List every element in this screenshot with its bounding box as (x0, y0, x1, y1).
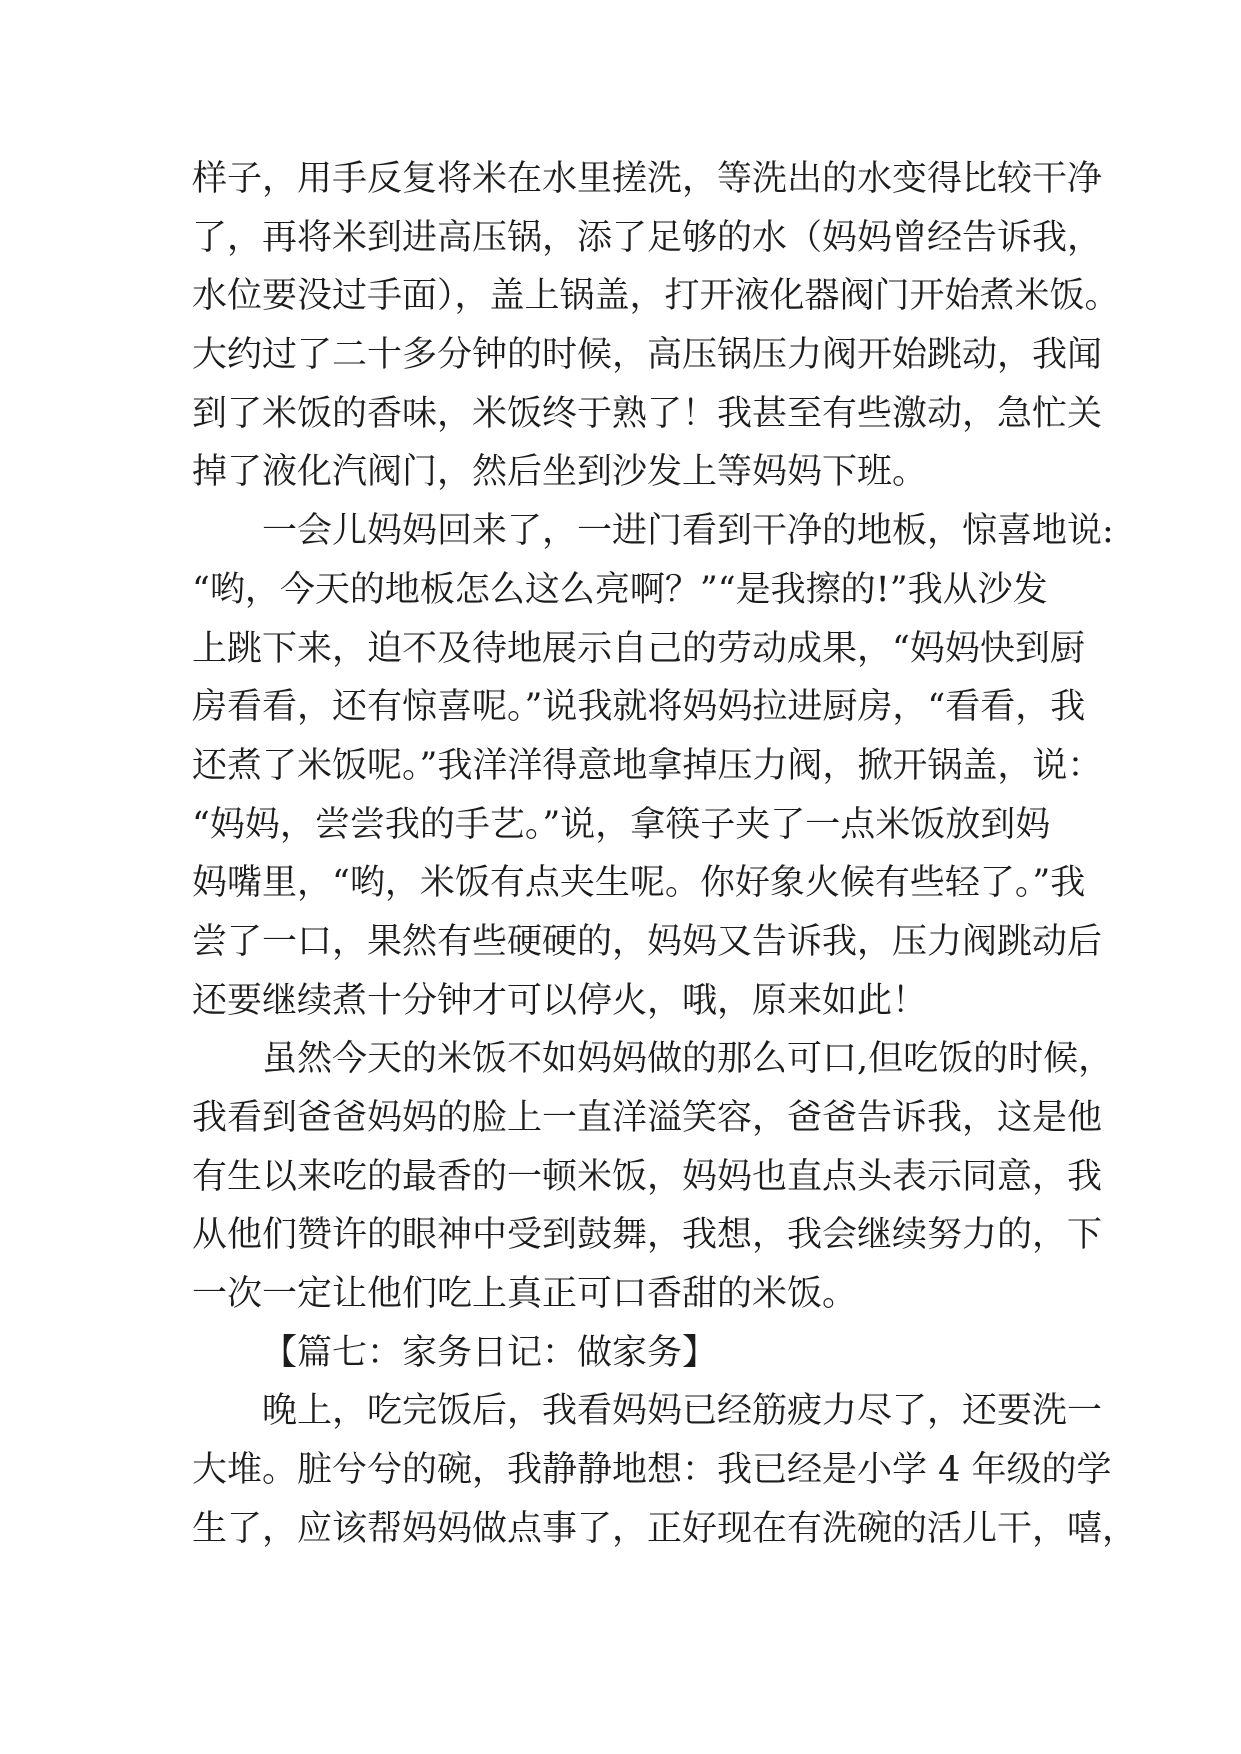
text-line: 尝了一口，果然有些硬硬的，妈妈又告诉我，压力阀跳动后 (192, 921, 1103, 962)
text-line: 了，再将米到进高压锅，添了足够的水（妈妈曾经告诉我， (192, 217, 1103, 258)
paragraph-start-line: 一会儿妈妈回来了，一进门看到干净的地板，惊喜地说: (262, 511, 1114, 552)
text-line: 房看看，还有惊喜呢。”说我就将妈妈拉进厨房，“看看，我 (192, 687, 1086, 728)
text-line: 还煮了米饭呢。”我洋洋得意地拿掉压力阀，掀开锅盖，说： (192, 745, 1103, 786)
text-line: 掉了液化汽阀门，然后坐到沙发上等妈妈下班。 (192, 452, 928, 493)
text-line: 我看到爸爸妈妈的脸上一直洋溢笑容，爸爸告诉我，这是他 (192, 1098, 1103, 1138)
text-line: 到了米饭的香味，米饭终于熟了！我甚至有些激动，急忙关 (192, 393, 1103, 434)
text-line: 上跳下来，迫不及待地展示自己的劳动成果，“妈妈快到厨 (192, 628, 1085, 669)
text-line: 生了，应该帮妈妈做点事了，正好现在有洗碗的活儿干，嘻， (192, 1508, 1138, 1549)
section-heading: 【篇七：家务日记：做家务】 (262, 1332, 718, 1373)
text-line: “哟，今天的地板怎么这么亮啊？”“是我擦的!”我从沙发 (192, 569, 1048, 610)
text-line: 还要继续煮十分钟才可以停火，哦，原来如此！ (192, 980, 928, 1021)
paragraph-start-line: 晚上，吃完饭后，我看妈妈已经筋疲力尽了，还要洗一 (262, 1391, 1103, 1432)
text-line: 样子，用手反复将米在水里搓洗，等洗出的水变得比较干净 (192, 159, 1103, 199)
text-line: 有生以来吃的最香的一顿米饭，妈妈也直点头表示同意，我 (192, 1156, 1103, 1197)
text-line: “妈妈，尝尝我的手艺。”说，拿筷子夹了一点米饭放到妈 (192, 804, 1051, 845)
text-line: 大堆。脏兮兮的碗，我静静地想：我已经是小学 4 年级的学 (192, 1450, 1112, 1491)
text-line: 从他们赞许的眼神中受到鼓舞，我想，我会继续努力的，下 (192, 1215, 1103, 1256)
text-line: 妈嘴里，“哟，米饭有点夹生呢。你好象火候有些轻了。”我 (192, 863, 1086, 904)
text-line: 大约过了二十多分钟的时候，高压锅压力阀开始跳动，我闻 (192, 335, 1103, 376)
text-line: 水位要没过手面），盖上锅盖，打开液化器阀门开始煮米饭。 (192, 276, 1120, 317)
text-line: 一次一定让他们吃上真正可口香甜的米饭。 (192, 1274, 858, 1315)
document-body (192, 150, 1138, 1559)
paragraph-start-line: 虽然今天的米饭不如妈妈做的那么可口,但吃饭的时候， (262, 1039, 1114, 1080)
